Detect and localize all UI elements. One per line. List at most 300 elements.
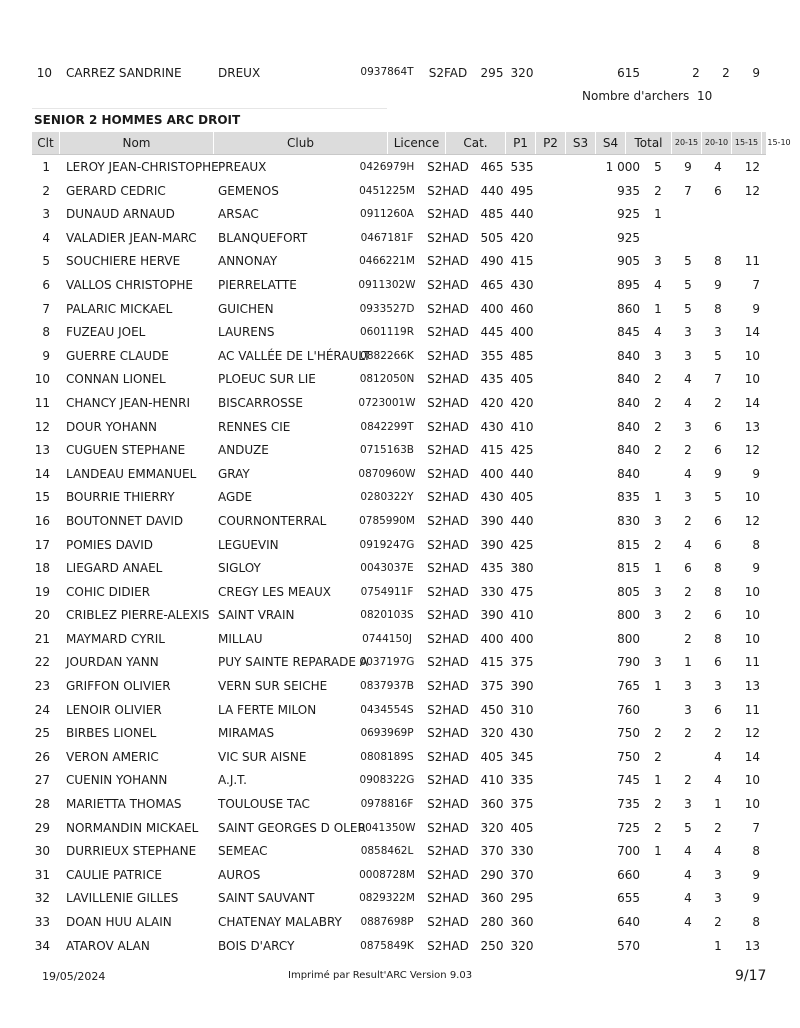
cell-20-15: 2 bbox=[654, 443, 662, 458]
cell-club: LEGUEVIN bbox=[218, 537, 279, 552]
cell-total: 735 bbox=[617, 797, 640, 812]
table-row bbox=[0, 864, 800, 888]
cell-15-15: 1 bbox=[714, 797, 722, 812]
cell-p1: 405 bbox=[480, 749, 504, 764]
cell-licence: 0842299T bbox=[360, 420, 414, 433]
cell-20-10: 2 bbox=[684, 443, 692, 458]
cell-licence: 0919247G bbox=[359, 538, 415, 551]
cell-p2: 335 bbox=[510, 773, 534, 788]
cell-nom: LENOIR OLIVIER bbox=[66, 702, 162, 717]
cell-20-10: 2 bbox=[684, 513, 692, 528]
cell-20-15: 2 bbox=[654, 183, 662, 198]
footer-date: 19/05/2024 bbox=[42, 970, 106, 983]
cell-15-15: 1 bbox=[714, 938, 722, 953]
cell-cat: S2HAD bbox=[427, 891, 469, 906]
cell-15-10: 12 bbox=[744, 183, 760, 198]
header-20-10: 20-10 bbox=[702, 132, 732, 154]
archers-count bbox=[0, 89, 800, 105]
cell-15-10: 9 bbox=[752, 561, 760, 576]
cell-cat: S2HAD bbox=[427, 466, 469, 481]
cell-p2: 485 bbox=[510, 348, 534, 363]
cell-cat: S2HAD bbox=[427, 726, 469, 741]
cell-20-10: 3 bbox=[684, 348, 692, 363]
cell-licence: 0908322G bbox=[359, 774, 415, 787]
cell-20-10: 3 bbox=[684, 702, 692, 717]
cell-cat: S2HAD bbox=[427, 537, 469, 552]
cell-total: 815 bbox=[617, 537, 640, 552]
cell-total: 835 bbox=[617, 490, 640, 505]
cell-nom: DOUR YOHANN bbox=[66, 419, 157, 434]
cell-clt: 15 bbox=[34, 490, 50, 505]
cell-20-15: 4 bbox=[654, 325, 662, 340]
cell-clt: 23 bbox=[34, 679, 50, 694]
table-row bbox=[0, 628, 800, 652]
cell-nom: CHANCY JEAN-HENRI bbox=[66, 395, 190, 410]
cell-licence: 0037197G bbox=[359, 656, 415, 669]
cell-total: 935 bbox=[617, 183, 640, 198]
cell-total: 840 bbox=[617, 419, 640, 434]
cell-20-10: 4 bbox=[684, 537, 692, 552]
cell-15-15: 3 bbox=[714, 679, 722, 694]
table-row bbox=[0, 746, 800, 770]
cell-p1: 435 bbox=[480, 372, 504, 387]
cell-nom: BOURRIE THIERRY bbox=[66, 490, 175, 505]
cell-club: GEMENOS bbox=[218, 183, 279, 198]
cell-20-15: 2 bbox=[654, 537, 662, 552]
cell-licence: 0978816F bbox=[360, 798, 414, 811]
cell-nom: PALARIC MICKAEL bbox=[66, 301, 173, 316]
cell-licence: 0426979H bbox=[359, 161, 415, 173]
cell-15-10: 14 bbox=[744, 749, 760, 764]
cell-p2: 370 bbox=[510, 867, 534, 882]
previous-section-last-row bbox=[0, 66, 800, 82]
cell-total: 615 bbox=[617, 66, 640, 80]
header-s4: S4 bbox=[596, 132, 626, 154]
cell-nom: CRIBLEZ PIERRE-ALEXIS bbox=[66, 608, 210, 623]
cell-p1: 290 bbox=[480, 867, 504, 882]
cell-20-10: 2 bbox=[684, 726, 692, 741]
cell-15-15: 5 bbox=[714, 348, 722, 363]
cell-20-10: 9 bbox=[684, 160, 692, 174]
cell-p2: 360 bbox=[510, 915, 534, 929]
cell-15-10: 10 bbox=[744, 584, 760, 599]
cell-cat: S2HAD bbox=[427, 443, 469, 458]
cell-nom: DURRIEUX STEPHANE bbox=[66, 844, 197, 859]
cell-p1: 435 bbox=[480, 561, 504, 576]
cell-15-10: 11 bbox=[744, 254, 760, 269]
cell-p2: 410 bbox=[510, 608, 534, 623]
cell-total: 840 bbox=[617, 443, 640, 458]
cell-15-10: 10 bbox=[744, 372, 760, 387]
cell-15-10: 8 bbox=[752, 915, 760, 929]
cell-p1: 465 bbox=[480, 277, 504, 292]
cell-total: 800 bbox=[617, 608, 640, 623]
cell-p1: 400 bbox=[480, 466, 504, 481]
cell-total: 725 bbox=[617, 820, 640, 835]
cell-20-15: 3 bbox=[654, 254, 662, 269]
cell-nom: GERARD CEDRIC bbox=[66, 183, 166, 198]
table-row bbox=[0, 439, 800, 463]
cell-20-15: 2 bbox=[654, 726, 662, 741]
cell-15-10: 11 bbox=[744, 702, 760, 717]
cell-clt: 20 bbox=[34, 608, 50, 623]
cell-nom: DUNAUD ARNAUD bbox=[66, 207, 175, 222]
table-row bbox=[0, 604, 800, 628]
header-15-10: 15-10 bbox=[767, 138, 791, 147]
cell-15-15: 8 bbox=[714, 584, 722, 599]
cell-total: 845 bbox=[617, 325, 640, 340]
cell-cat: S2HAD bbox=[427, 207, 469, 222]
cell-15-10: 12 bbox=[744, 160, 760, 174]
cell-club: AC VALLÉE DE L'HÉRAULT bbox=[218, 348, 371, 363]
cell-15-10: 7 bbox=[752, 277, 760, 292]
cell-clt: 2 bbox=[42, 183, 50, 198]
cell-clt: 7 bbox=[42, 301, 50, 316]
cell-clt: 10 bbox=[34, 372, 50, 387]
cell-p2: 380 bbox=[510, 561, 534, 576]
cell-cat: S2HAD bbox=[427, 631, 469, 646]
table-row bbox=[0, 769, 800, 793]
cell-20-15: 2 bbox=[654, 372, 662, 387]
cell-p2: 475 bbox=[510, 584, 534, 599]
cell-p2: 535 bbox=[510, 160, 534, 174]
cell-20-15: 3 bbox=[654, 608, 662, 623]
table-row bbox=[0, 534, 800, 558]
cell-clt: 12 bbox=[34, 419, 50, 434]
cell-15-15: 7 bbox=[714, 372, 722, 387]
header-p1: P1 bbox=[506, 132, 536, 154]
cell-licence: 0875849K bbox=[360, 939, 414, 952]
cell-cat: S2HAD bbox=[427, 655, 469, 670]
cell-nom: BIRBES LIONEL bbox=[66, 726, 157, 741]
cell-15-15: 6 bbox=[714, 419, 722, 434]
cell-p1: 370 bbox=[480, 844, 504, 859]
cell-p1: 320 bbox=[480, 726, 504, 741]
cell-20-10: 6 bbox=[684, 561, 692, 576]
cell-p2: 400 bbox=[510, 325, 534, 340]
cell-club: MILLAU bbox=[218, 631, 263, 646]
cell-licence: 0467181F bbox=[360, 231, 414, 244]
cell-15-15: 2 bbox=[714, 820, 722, 835]
cell-20-15: 2 bbox=[654, 797, 662, 812]
cell-20-15: 1 bbox=[654, 301, 662, 316]
cell-nom: SOUCHIERE HERVE bbox=[66, 254, 181, 269]
cell-licence: 0911302W bbox=[358, 278, 416, 291]
table-row bbox=[0, 486, 800, 510]
section-divider bbox=[32, 108, 387, 109]
cell-licence: 0715163B bbox=[360, 444, 414, 457]
cell-20-10: 2 bbox=[684, 631, 692, 646]
cell-20-15: 1 bbox=[654, 561, 662, 576]
cell-15-15: 8 bbox=[714, 561, 722, 576]
table-row bbox=[0, 887, 800, 911]
cell-nom: DOAN HUU ALAIN bbox=[66, 915, 172, 929]
cell-cat: S2HAD bbox=[427, 277, 469, 292]
table-row bbox=[0, 557, 800, 581]
cell-p1: 390 bbox=[480, 608, 504, 623]
cell-club: SAINT SAUVANT bbox=[218, 891, 315, 906]
results-table-body bbox=[0, 156, 800, 958]
cell-15-15: 6 bbox=[714, 655, 722, 670]
cell-cat: S2HAD bbox=[427, 301, 469, 316]
table-row bbox=[0, 675, 800, 699]
cell-cat: S2HAD bbox=[427, 372, 469, 387]
cell-p1: 430 bbox=[480, 419, 504, 434]
cell-p2: 405 bbox=[510, 490, 534, 505]
cell-p2: 430 bbox=[510, 277, 534, 292]
cell-15-15: 5 bbox=[714, 490, 722, 505]
footer-printed-by: Imprimé par Result'ARC Version 9.03 bbox=[288, 970, 473, 981]
cell-20-15: 3 bbox=[654, 513, 662, 528]
cell-15-10: 10 bbox=[744, 631, 760, 646]
cell-clt: 21 bbox=[34, 631, 50, 646]
cell-20-10: 5 bbox=[684, 820, 692, 835]
cell-nom: VALLOS CHRISTOPHE bbox=[66, 277, 193, 292]
cell-cat: S2HAD bbox=[427, 702, 469, 717]
cell-total: 1 000 bbox=[605, 160, 640, 174]
cell-nom: CAULIE PATRICE bbox=[66, 867, 162, 882]
cell-club: LA FERTE MILON bbox=[218, 702, 317, 717]
cell-nom: CARREZ SANDRINE bbox=[66, 66, 182, 80]
cell-club: CREGY LES MEAUX bbox=[218, 584, 331, 599]
header-p2: P2 bbox=[536, 132, 566, 154]
cell-p1: 295 bbox=[480, 66, 504, 80]
cell-licence: 0820103S bbox=[360, 609, 414, 622]
cell-clt: 28 bbox=[34, 797, 50, 812]
cell-total: 660 bbox=[617, 867, 640, 882]
cell-total: 815 bbox=[617, 561, 640, 576]
cell-20-15: 2 bbox=[654, 419, 662, 434]
cell-p1: 420 bbox=[480, 395, 504, 410]
cell-licence: 0785990M bbox=[359, 514, 415, 527]
cell-nom: LAVILLENIE GILLES bbox=[66, 891, 179, 906]
cell-20-15: 4 bbox=[654, 277, 662, 292]
cell-club: ANNONAY bbox=[218, 254, 278, 269]
cell-nom: MAYMARD CYRIL bbox=[66, 631, 165, 646]
cell-20-15: 5 bbox=[654, 160, 662, 174]
cell-clt: 8 bbox=[42, 325, 50, 340]
cell-licence: 0693969P bbox=[360, 727, 414, 740]
cell-15-10: 13 bbox=[744, 938, 760, 953]
cell-p2: 440 bbox=[510, 513, 534, 528]
archers-count-value: 10 bbox=[697, 89, 713, 103]
cell-nom: NORMANDIN MICKAEL bbox=[66, 820, 199, 835]
table-header bbox=[32, 132, 791, 154]
cell-20-10: 3 bbox=[684, 325, 692, 340]
cell-nom: CUENIN YOHANN bbox=[66, 773, 168, 788]
header-20-15: 20-15 bbox=[672, 132, 702, 154]
cell-15-15: 9 bbox=[714, 277, 722, 292]
cell-club: A.J.T. bbox=[218, 773, 247, 788]
table-row bbox=[0, 203, 800, 227]
cell-clt: 16 bbox=[34, 513, 50, 528]
cell-20-10: 1 bbox=[684, 655, 692, 670]
cell-15-10: 9 bbox=[752, 891, 760, 906]
cell-15-15: 3 bbox=[714, 325, 722, 340]
cell-club: DREUX bbox=[218, 66, 261, 80]
cell-15-10: 10 bbox=[744, 348, 760, 363]
cell-20-15: 3 bbox=[654, 584, 662, 599]
cell-p1: 390 bbox=[480, 537, 504, 552]
cell-clt: 29 bbox=[34, 820, 50, 835]
cell-clt: 6 bbox=[42, 277, 50, 292]
cell-club: VERN SUR SEICHE bbox=[218, 679, 328, 694]
cell-club: BISCARROSSE bbox=[218, 395, 303, 410]
cell-15-15: 4 bbox=[714, 844, 722, 859]
cell-15-15: 6 bbox=[714, 513, 722, 528]
cell-p1: 445 bbox=[480, 325, 504, 340]
cell-cat: S2FAD bbox=[428, 66, 468, 80]
cell-p1: 505 bbox=[480, 230, 504, 245]
cell-cat: S2HAD bbox=[427, 160, 469, 174]
cell-20-15: 3 bbox=[654, 348, 662, 363]
cell-cat: S2HAD bbox=[427, 797, 469, 812]
cell-clt: 27 bbox=[34, 773, 50, 788]
table-row bbox=[0, 510, 800, 534]
cell-20-10: 4 bbox=[684, 844, 692, 859]
cell-licence: 0933527D bbox=[359, 302, 415, 315]
cell-club: ANDUZE bbox=[218, 443, 269, 458]
cell-licence: 0829322M bbox=[359, 892, 415, 905]
table-row bbox=[0, 274, 800, 298]
table-row bbox=[0, 817, 800, 841]
cell-club: SAINT VRAIN bbox=[218, 608, 295, 623]
cell-15-15: 8 bbox=[714, 301, 722, 316]
cell-15-10: 10 bbox=[744, 490, 760, 505]
cell-p2: 310 bbox=[510, 702, 534, 717]
table-row bbox=[0, 345, 800, 369]
cell-20-10: 5 bbox=[684, 254, 692, 269]
cell-p1: 410 bbox=[480, 773, 504, 788]
cell-15-10: 10 bbox=[744, 608, 760, 623]
cell-total: 570 bbox=[617, 938, 640, 953]
cell-licence: 0837937B bbox=[360, 680, 414, 693]
cell-p2: 410 bbox=[510, 419, 534, 434]
cell-p1: 320 bbox=[480, 820, 504, 835]
cell-clt: 9 bbox=[42, 348, 50, 363]
cell-cat: S2HAD bbox=[427, 490, 469, 505]
table-row bbox=[0, 321, 800, 345]
cell-clt: 3 bbox=[42, 207, 50, 222]
table-row bbox=[0, 180, 800, 204]
cell-p1: 415 bbox=[480, 655, 504, 670]
table-row bbox=[0, 463, 800, 487]
cell-total: 860 bbox=[617, 301, 640, 316]
cell-15-15: 6 bbox=[714, 702, 722, 717]
cell-nom: MARIETTA THOMAS bbox=[66, 797, 182, 812]
cell-club: AGDE bbox=[218, 490, 253, 505]
cell-nom: GRIFFON OLIVIER bbox=[66, 679, 171, 694]
cell-20-10: 2 bbox=[684, 773, 692, 788]
table-row bbox=[0, 722, 800, 746]
cell-nom: GUERRE CLAUDE bbox=[66, 348, 169, 363]
cell-20-15: 2 bbox=[654, 820, 662, 835]
header-clt: Clt bbox=[32, 132, 60, 154]
cell-cat: S2HAD bbox=[427, 419, 469, 434]
cell-15-15: 6 bbox=[714, 537, 722, 552]
cell-15-15: 9 bbox=[714, 466, 722, 481]
cell-15-10: 10 bbox=[744, 797, 760, 812]
cell-licence: 0937864T bbox=[360, 66, 414, 78]
cell-cat: S2HAD bbox=[427, 561, 469, 576]
cell-p2: 420 bbox=[510, 230, 534, 245]
cell-nom: CUGUEN STEPHANE bbox=[66, 443, 186, 458]
cell-p2: 320 bbox=[510, 938, 534, 953]
cell-club: PIERRELATTE bbox=[218, 277, 297, 292]
cell-club: AUROS bbox=[218, 867, 261, 882]
cell-nom: FUZEAU JOEL bbox=[66, 325, 146, 340]
cell-total: 925 bbox=[617, 207, 640, 222]
header-s3: S3 bbox=[566, 132, 596, 154]
cell-nom: ATAROV ALAN bbox=[66, 938, 150, 953]
cell-licence: 0858462L bbox=[360, 845, 414, 858]
cell-15-15: 4 bbox=[714, 160, 722, 174]
cell-club: GUICHEN bbox=[218, 301, 274, 316]
header-cat: Cat. bbox=[446, 132, 506, 154]
cell-cat: S2HAD bbox=[427, 867, 469, 882]
cell-licence: 0043037E bbox=[360, 562, 414, 575]
table-row bbox=[0, 581, 800, 605]
cell-15-10: 9 bbox=[752, 301, 760, 316]
cell-20-15: 1 bbox=[654, 773, 662, 788]
cell-p1: 400 bbox=[480, 631, 504, 646]
cell-15-15: 2 bbox=[722, 66, 730, 80]
cell-15-15: 4 bbox=[714, 749, 722, 764]
cell-club: PREAUX bbox=[218, 160, 267, 174]
cell-licence: 0808189S bbox=[360, 750, 414, 763]
table-row bbox=[0, 250, 800, 274]
cell-15-10: 12 bbox=[744, 513, 760, 528]
cell-p1: 360 bbox=[480, 891, 504, 906]
cell-p2: 345 bbox=[510, 749, 534, 764]
cell-p1: 360 bbox=[480, 797, 504, 812]
cell-club: COURNONTERRAL bbox=[218, 513, 327, 528]
table-row bbox=[0, 935, 800, 959]
cell-club: SEMEAC bbox=[218, 844, 268, 859]
cell-15-15: 2 bbox=[714, 915, 722, 929]
table-row bbox=[0, 368, 800, 392]
table-row bbox=[0, 298, 800, 322]
cell-club: SIGLOY bbox=[218, 561, 261, 576]
cell-20-10: 3 bbox=[684, 797, 692, 812]
footer-page-number: 9/17 bbox=[735, 968, 767, 984]
cell-15-10: 13 bbox=[744, 679, 760, 694]
cell-total: 800 bbox=[617, 631, 640, 646]
cell-p1: 415 bbox=[480, 443, 504, 458]
cell-total: 925 bbox=[617, 230, 640, 245]
cell-p2: 430 bbox=[510, 726, 534, 741]
cell-20-10: 2 bbox=[684, 584, 692, 599]
cell-clt: 32 bbox=[34, 891, 50, 906]
cell-p1: 390 bbox=[480, 513, 504, 528]
cell-total: 840 bbox=[617, 466, 640, 481]
cell-licence: 0041350W bbox=[358, 821, 416, 834]
cell-15-15: 8 bbox=[714, 631, 722, 646]
header-club: Club bbox=[214, 132, 388, 154]
cell-20-10: 4 bbox=[684, 466, 692, 481]
cell-licence: 0911260A bbox=[360, 208, 414, 221]
cell-20-10: 2 bbox=[684, 608, 692, 623]
cell-20-10: 4 bbox=[684, 915, 692, 929]
cell-licence: 0812050N bbox=[359, 373, 415, 386]
cell-club: TOULOUSE TAC bbox=[218, 797, 310, 812]
cell-clt: 19 bbox=[34, 584, 50, 599]
cell-20-10: 4 bbox=[684, 891, 692, 906]
cell-15-15: 3 bbox=[714, 867, 722, 882]
archers-count-label: Nombre d'archers bbox=[582, 89, 690, 103]
cell-15-10: 8 bbox=[752, 537, 760, 552]
cell-20-15: 1 bbox=[654, 490, 662, 505]
